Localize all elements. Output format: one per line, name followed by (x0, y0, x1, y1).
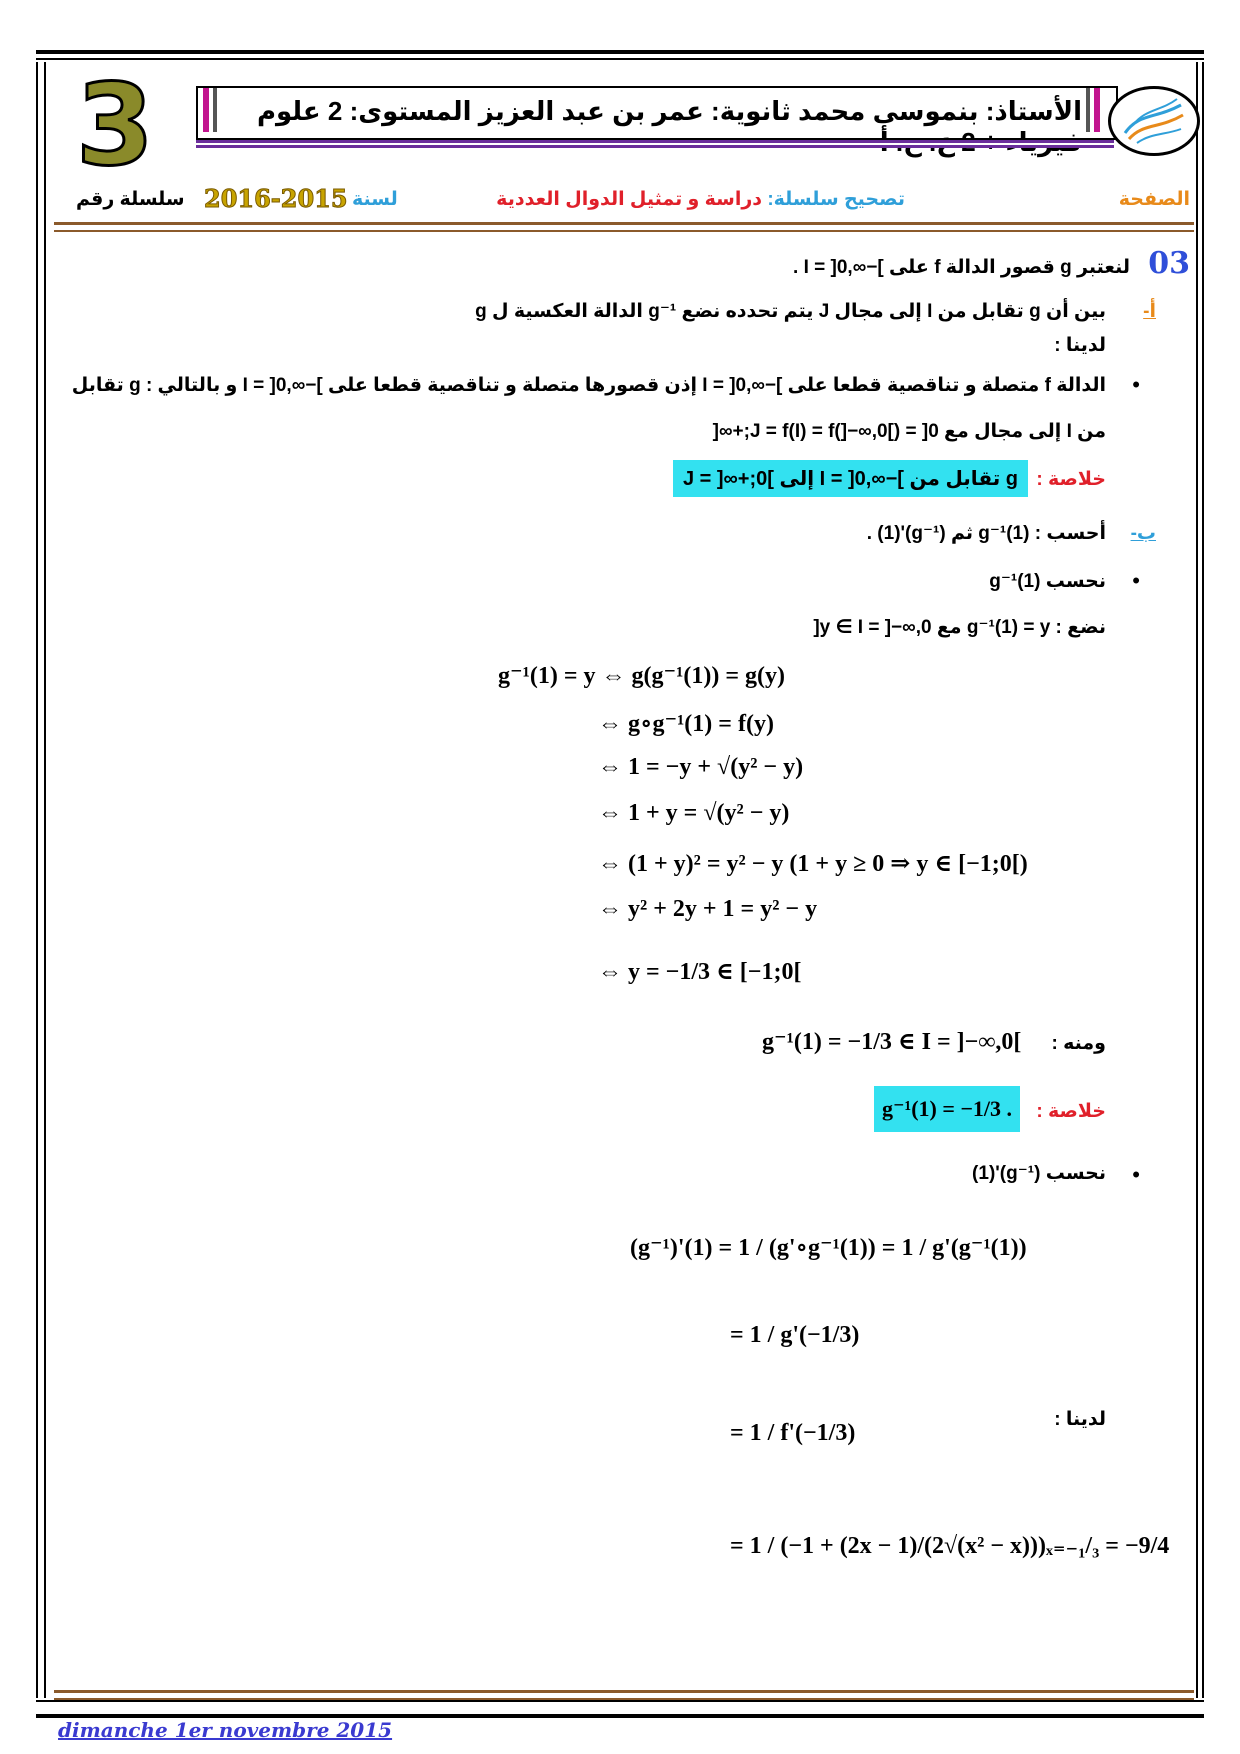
part-a-statement: بين أن g تقابل من I إلى مجال J يتم تحدده نضع g⁻¹ الدالة العكسية ل g (475, 301, 1106, 322)
derivation-line-4: ⇔ 1 + y = √(y² − y) (598, 800, 790, 826)
frame-right-2 (1202, 62, 1204, 1698)
exercise-number: 03 (1148, 246, 1190, 281)
frame-left-2 (44, 62, 46, 1698)
header-rule-1 (54, 222, 1194, 225)
thus-label: ومنه : (1051, 1033, 1106, 1054)
bullet-dot: • (1132, 372, 1140, 397)
bullet-dot: • (1132, 1162, 1140, 1187)
header-title: الأستاذ: بنموسى محمد ثانوية: عمر بن عبد العزيز المستوى: 2 علوم (256, 96, 1082, 126)
thus-text: g⁻¹(1) = −1/3 ∈ I = ]−∞,0[ (762, 1029, 1022, 1055)
derivation-line-5: ⇔ (1 + y)² = y² − y (1 + y ≥ 0 ⇒ y ∈ [−1;0[) (598, 851, 1028, 877)
part-b-statement: أحسب : g⁻¹(1) ثم (g⁻¹)'(1) . (866, 523, 1106, 544)
deriv2-line-3: = 1 / f'(−1/3) (730, 1420, 856, 1446)
series-title-line (496, 188, 905, 211)
deriv2-line-1: (g⁻¹)'(1) = 1 / (g'∘g⁻¹(1)) = 1 / g'(g⁻¹(1)) (630, 1235, 1027, 1261)
part-a-summary-label: خلاصة : (1036, 469, 1106, 490)
we-have-2: لدينا : (1054, 1409, 1106, 1430)
frame-inner-top (36, 58, 1204, 60)
deriv2-line-4: = 1 / (−1 + (2x − 1)/(2√(x² − x)))ₓ₌₋₁/₃ = −9/4 (730, 1533, 1170, 1559)
footer-date: dimanche 1er novembre 2015 (58, 1718, 393, 1742)
header-bar-right (1094, 88, 1100, 132)
logo-number: 3 (76, 72, 154, 172)
page-label: الصفحة (1118, 189, 1190, 210)
header-bar-right-2 (1086, 88, 1090, 132)
year-label: لسنة (352, 189, 398, 210)
logo-wave-icon (1111, 89, 1197, 153)
set-line: نضع : g⁻¹(1) = y مع y ∈ I = ]−∞,0[ (813, 617, 1106, 638)
part-a-bullet-line2: من I إلى مجال مع J = f(I) = f(]−∞,0[) = ]0;+∞[ (712, 421, 1106, 442)
header-bar-left (203, 88, 209, 132)
part-a-we-have: لدينا : (1054, 335, 1106, 356)
deriv2-line-2: = 1 / g'(−1/3) (730, 1322, 860, 1348)
school-logo (1108, 86, 1200, 156)
part-b-summary: g⁻¹(1) = −1/3 . (874, 1086, 1020, 1132)
header-stripe (196, 140, 1114, 148)
calc2-title: نحسب (g⁻¹)'(1) (972, 1163, 1106, 1184)
calc1-title: نحسب g⁻¹(1) (989, 571, 1106, 592)
frame-right-1 (1196, 62, 1198, 1698)
derivation-line-7: ⇔ y = −1/3 ∈ [−1;0[ (598, 959, 802, 985)
correction-label: تصحيح سلسلة: (767, 189, 905, 210)
derivation-line-6: ⇔ y² + 2y + 1 = y² − y (598, 896, 818, 922)
exercise-intro: لنعتبر g قصور الدالة f على ]−∞,0[ = I . (793, 257, 1130, 278)
derivation-line-1: g⁻¹(1) = y ⇔ g(g⁻¹(1)) = g(y) (498, 663, 786, 689)
header-rule-2 (54, 230, 1194, 232)
frame-left-1 (36, 62, 38, 1698)
bullet-dot: • (1132, 568, 1140, 593)
part-b-summary-label: خلاصة : (1036, 1101, 1106, 1122)
derivation-line-2: ⇔ g∘g⁻¹(1) = f(y) (598, 711, 774, 737)
derivation-line-3: ⇔ 1 = −y + √(y² − y) (598, 754, 804, 780)
part-a-bullet-line1: الدالة f متصلة و تناقصية قطعا على ]−∞,0[ = I إذن قصورها متصلة و تناقصية قطعا على ]−∞,0[ = I و بالتالي : g تقابل (71, 375, 1106, 396)
footer-rule-2 (54, 1698, 1194, 1700)
part-b-marker: ب- (1130, 523, 1156, 544)
part-a-summary: g تقابل من ]−∞,0[ = I إلى ]0;+∞[ = J (673, 460, 1028, 497)
footer-rule-1 (54, 1690, 1194, 1693)
header-bar-left-2 (213, 88, 217, 132)
part-a-marker: أ- (1143, 301, 1156, 322)
series-number-logo (70, 72, 160, 172)
year: 2016-2015 (204, 184, 348, 213)
series-title: دراسة و تمثيل الدوال العددية (496, 189, 763, 210)
series-number-label: سلسلة رقم (76, 189, 185, 210)
frame-inner-bottom (36, 1700, 1204, 1702)
